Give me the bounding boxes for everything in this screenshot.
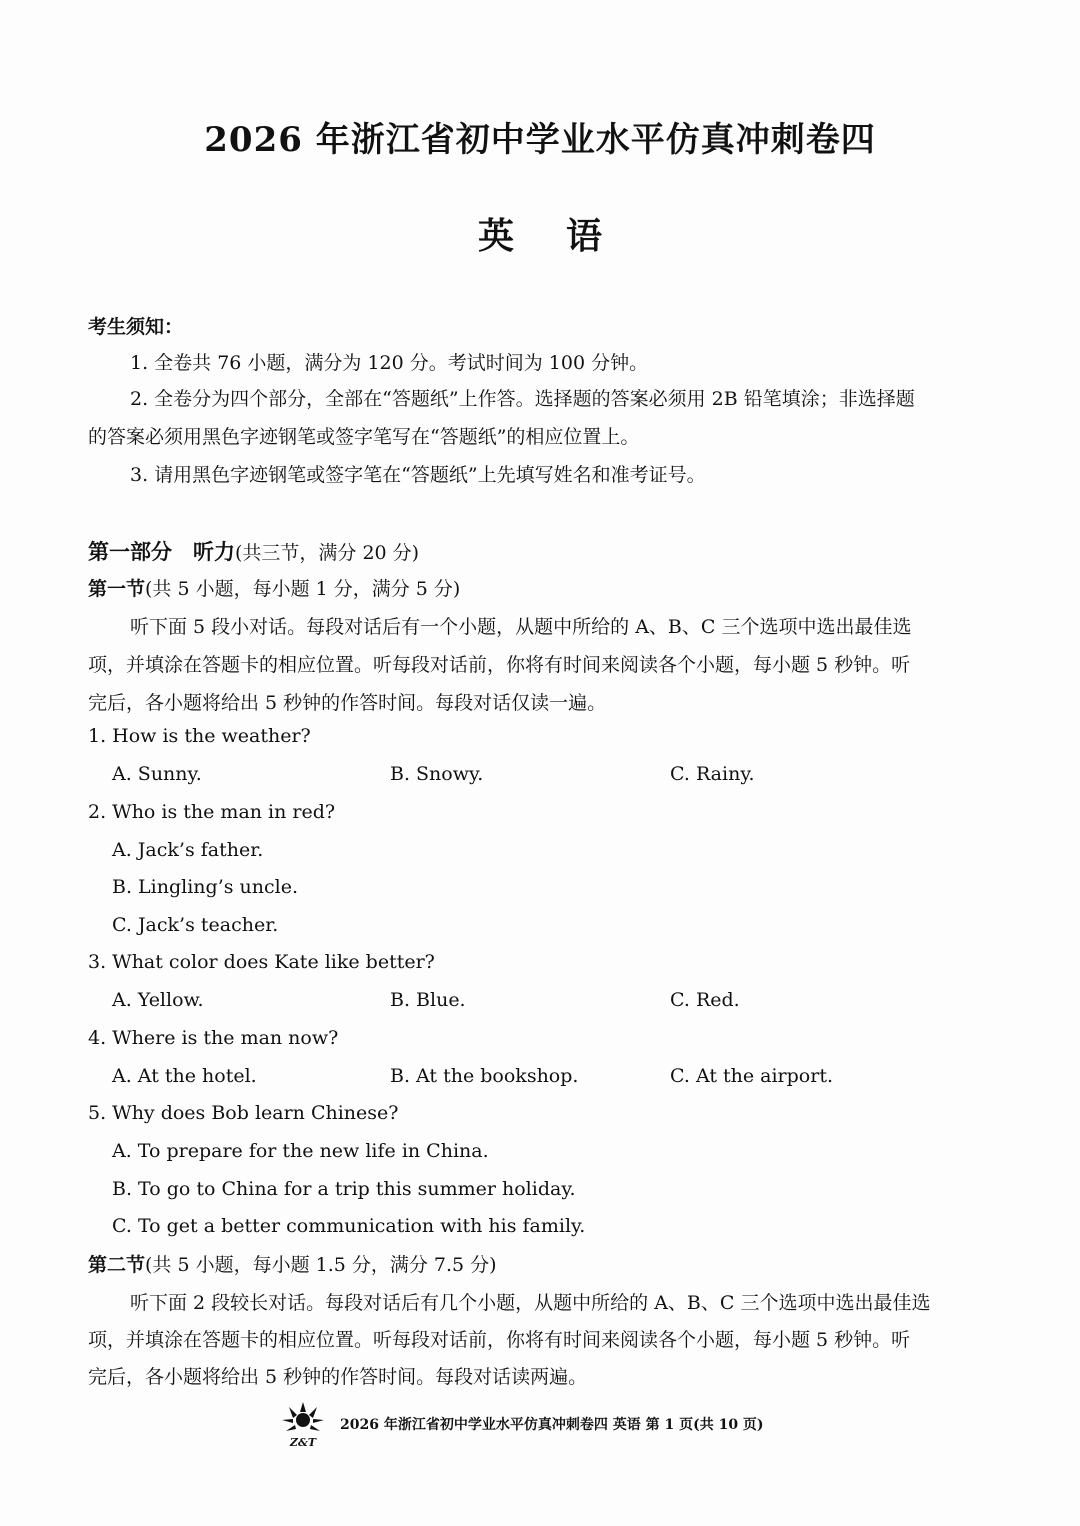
notice-item-1: 1. 全卷共 76 小题，满分为 120 分。考试时间为 100 分钟。 [130, 352, 649, 374]
question-5: 5. Why does Bob learn Chinese? [88, 1102, 399, 1124]
notice-item-2: 2. 全卷分为四个部分，全部在“答题纸”上作答。选择题的答案必须用 2B 铅笔填涂；非选择题 [130, 388, 915, 410]
q3-option-c: C. Red. [670, 989, 740, 1011]
section1-instr-1: 听下面 5 段小对话。每段对话后有一个小题，从题中所给的 A、B、C 三个选项中选出最佳选 [130, 616, 912, 638]
q5-option-b: B. To go to China for a trip this summer holiday. [112, 1178, 576, 1200]
footer-page-info: 2026 年浙江省初中学业水平仿真冲刺卷四 英语 第 1 页(共 10 页) [340, 1417, 764, 1433]
section2-instr-2: 项，并填涂在答题卡的相应位置。听每段对话前，你将有时间来阅读各个小题，每小题 5 秒钟。听 [88, 1329, 911, 1351]
notice-item-3: 3. 请用黑色字迹钢笔或签字笔在“答题纸”上先填写姓名和准考证号。 [130, 464, 706, 486]
publisher-logo-icon [276, 1398, 330, 1450]
q4-option-a: A. At the hotel. [112, 1065, 257, 1087]
q2-option-c: C. Jack’s teacher. [112, 914, 279, 936]
section1-instr-2: 项，并填涂在答题卡的相应位置。听每段对话前，你将有时间来阅读各个小题，每小题 5 秒钟。听 [88, 654, 911, 676]
section2-info: (共 5 小题，每小题 1.5 分，满分 7.5 分) [145, 1254, 497, 1276]
question-2: 2. Who is the man in red? [88, 801, 336, 823]
section2-instr-3: 完后，各小题将给出 5 秒钟的作答时间。每段对话读两遍。 [88, 1366, 588, 1388]
q1-option-b: B. Snowy. [390, 763, 484, 785]
section1-title: 第一节 [88, 578, 146, 600]
q5-option-a: A. To prepare for the new life in China. [112, 1140, 489, 1162]
page-footer [276, 1398, 764, 1450]
section2-heading [88, 1250, 984, 1277]
notice-heading: 考生须知： [88, 316, 184, 338]
exam-title: 2026 年浙江省初中学业水平仿真冲刺卷四 [204, 120, 876, 160]
section1-info: (共 5 小题，每小题 1 分，满分 5 分) [145, 578, 461, 600]
q1-option-a: A. Sunny. [112, 763, 202, 785]
section1-heading [88, 574, 984, 601]
q3-option-a: A. Yellow. [112, 989, 204, 1011]
q5-option-c: C. To get a better communication with his family. [112, 1215, 586, 1237]
q2-option-b: B. Lingling’s uncle. [112, 876, 298, 898]
notice-item-2-cont: 的答案必须用黑色字迹钢笔或签字笔写在“答题纸”的相应位置上。 [88, 426, 640, 448]
section2-instr-1: 听下面 2 段较长对话。每段对话后有几个小题，从题中所给的 A、B、C 三个选项中选出最佳选 [130, 1292, 931, 1314]
q2-option-a: A. Jack’s father. [112, 839, 264, 861]
q4-option-c: C. At the airport. [670, 1065, 834, 1087]
q1-option-c: C. Rainy. [670, 763, 755, 785]
question-4: 4. Where is the man now? [88, 1027, 339, 1049]
logo-text: Z&T [289, 1436, 317, 1449]
q4-option-b: B. At the bookshop. [390, 1065, 579, 1087]
exam-subject: 英语 [477, 215, 654, 257]
part1-heading [88, 536, 984, 566]
question-3: 3. What color does Kate like better? [88, 951, 435, 973]
part1-title: 第一部分 听力 [88, 539, 235, 564]
section2-title: 第二节 [88, 1254, 146, 1276]
section1-instr-3: 完后，各小题将给出 5 秒钟的作答时间。每段对话仅读一遍。 [88, 692, 607, 714]
question-1: 1. How is the weather? [88, 725, 311, 747]
part1-score: (共三节，满分 20 分) [235, 542, 420, 564]
q3-option-b: B. Blue. [390, 989, 466, 1011]
